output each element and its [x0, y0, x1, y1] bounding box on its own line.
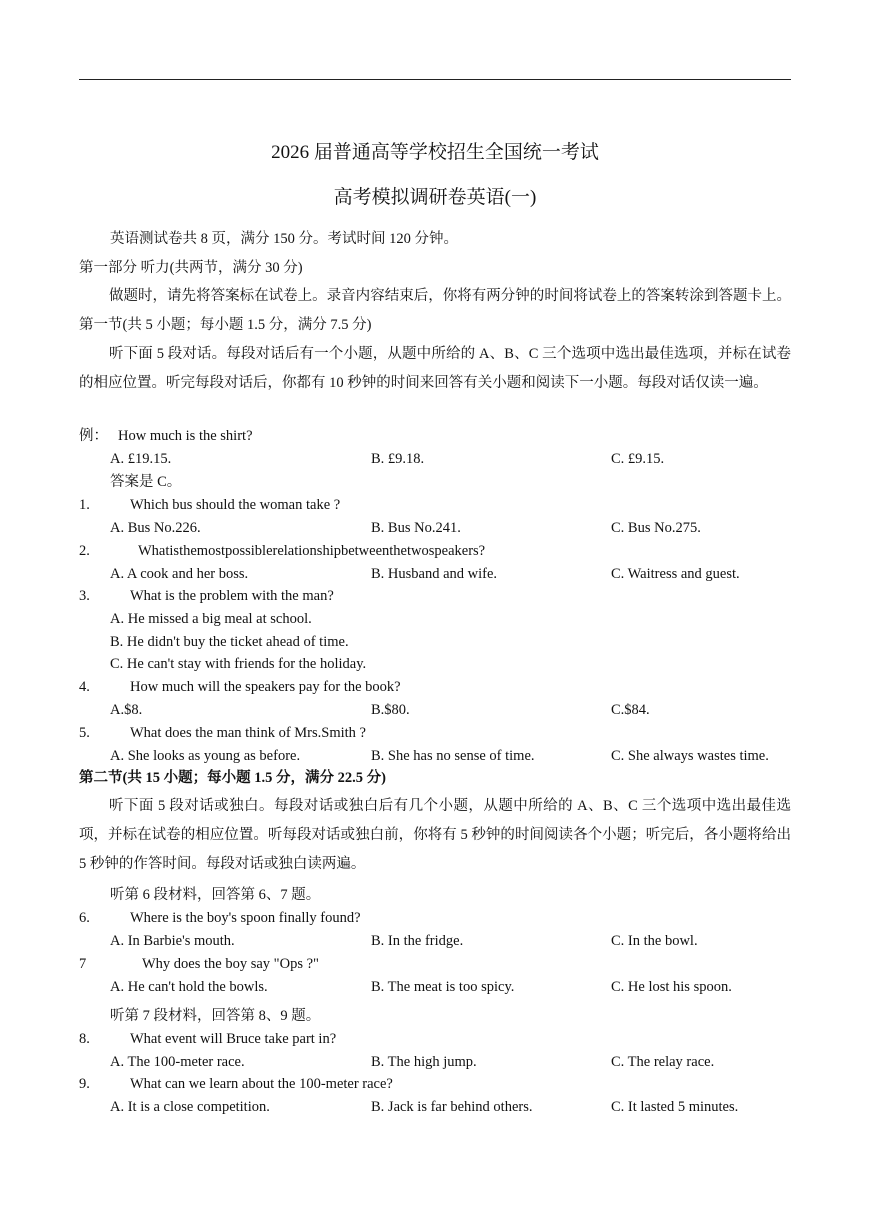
option-a: A.$8.: [110, 702, 143, 718]
question-text: What is the problem with the man?: [130, 588, 334, 604]
part1-heading: 第一部分 听力(共两节，满分 30 分): [79, 260, 303, 276]
example-answer: 答案是 C。: [110, 474, 182, 490]
option-c: C. She always wastes time.: [611, 748, 769, 764]
question-text: Where is the boy's spoon finally found?: [130, 910, 361, 926]
option-a: A. He can't hold the bowls.: [110, 979, 268, 995]
option-c: C. Waitress and guest.: [611, 566, 740, 582]
option-a: A. In Barbie's mouth.: [110, 933, 235, 949]
example-option-b: B. £9.18.: [371, 451, 425, 467]
top-rule: [79, 79, 791, 80]
exam-subtitle: 高考模拟调研卷英语(一): [333, 187, 537, 208]
question-number: 3.: [79, 588, 90, 604]
option-b: B. He didn't buy the ticket ahead of time.: [110, 634, 349, 650]
instructions-paragraph: 做题时，请先将答案标在试卷上。录音内容结束后，你将有两分钟的时间将试卷上的答案转涂到答题卡上。第一节(共 5 小题；每小题 1.5 分，满分 7.5 分): [79, 288, 791, 333]
option-b: B. The meat is too spicy.: [371, 979, 515, 995]
material-7-heading: 听第 7 段材料，回答第 8、9 题。: [110, 1008, 321, 1024]
option-b: B. She has no sense of time.: [371, 748, 535, 764]
option-b: B.$80.: [371, 702, 410, 718]
question-text: Which bus should the woman take ?: [130, 497, 341, 513]
question-number: 1.: [79, 497, 90, 513]
option-b: B. Husband and wife.: [371, 566, 498, 582]
option-c: C. He lost his spoon.: [611, 979, 732, 995]
question-text: Whatisthemostpossiblerelationshipbetweenthetwospeakers?: [138, 543, 486, 559]
section1-instructions: 听下面 5 段对话。每段对话后有一个小题，从题中所给的 A、B、C 三个选项中选出最佳选项，并标在试卷的相应位置。听完每段对话后，你都有 10 秒钟的时间来回答有关小题和阅读下一小题。每段对话仅读一遍。: [79, 346, 791, 391]
question-text: What can we learn about the 100-meter race?: [130, 1076, 393, 1092]
question-number: 9.: [79, 1076, 90, 1092]
option-b: B. Bus No.241.: [371, 520, 461, 536]
option-c: C.$84.: [611, 702, 650, 718]
option-a: A. It is a close competition.: [110, 1099, 270, 1115]
option-b: B. The high jump.: [371, 1054, 477, 1070]
option-b: B. In the fridge.: [371, 933, 464, 949]
question-number: 7: [79, 956, 87, 972]
question-text: What event will Bruce take part in?: [130, 1031, 337, 1047]
option-a: A. He missed a big meal at school.: [110, 611, 312, 627]
option-c: C. It lasted 5 minutes.: [611, 1099, 739, 1115]
question-text: What does the man think of Mrs.Smith ?: [130, 725, 366, 741]
example-label: 例：: [79, 428, 108, 444]
material-6-heading: 听第 6 段材料，回答第 6、7 题。: [110, 887, 321, 903]
option-a: A. She looks as young as before.: [110, 748, 301, 764]
section2-heading: 第二节(共 15 小题；每小题 1.5 分，满分 22.5 分): [79, 770, 386, 786]
example-option-c: C. £9.15.: [611, 451, 665, 467]
example-option-a: A. £19.15.: [110, 451, 172, 467]
question-number: 8.: [79, 1031, 90, 1047]
option-b: B. Jack is far behind others.: [371, 1099, 533, 1115]
question-text: Why does the boy say "Ops ?": [142, 956, 319, 972]
question-number: 5.: [79, 725, 90, 741]
option-c: C. Bus No.275.: [611, 520, 701, 536]
question-number: 2.: [79, 543, 90, 559]
option-a: A. A cook and her boss.: [110, 566, 249, 582]
question-text: How much will the speakers pay for the book?: [130, 679, 401, 695]
option-a: A. The 100-meter race.: [110, 1054, 245, 1070]
example-question: How much is the shirt?: [118, 428, 253, 444]
question-number: 4.: [79, 679, 90, 695]
question-number: 6.: [79, 910, 90, 926]
option-c: C. The relay race.: [611, 1054, 715, 1070]
exam-title: 2026 届普通高等学校招生全国统一考试: [271, 142, 599, 163]
option-c: C. He can't stay with friends for the holiday.: [110, 656, 367, 672]
section2-instructions: 听下面 5 段对话或独白。每段对话或独白后有几个小题，从题中所给的 A、B、C 三个选项中选出最佳选项，并标在试卷的相应位置。听每段对话或独白前，你将有 5 秒钟的时间阅读各个小题；听完后，各小题将给出 5 秒钟的作答时间。每段对话或独白读两遍。: [79, 798, 791, 872]
option-c: C. In the bowl.: [611, 933, 698, 949]
option-a: A. Bus No.226.: [110, 520, 201, 536]
intro-line: 英语测试卷共 8 页，满分 150 分。考试时间 120 分钟。: [110, 231, 458, 247]
